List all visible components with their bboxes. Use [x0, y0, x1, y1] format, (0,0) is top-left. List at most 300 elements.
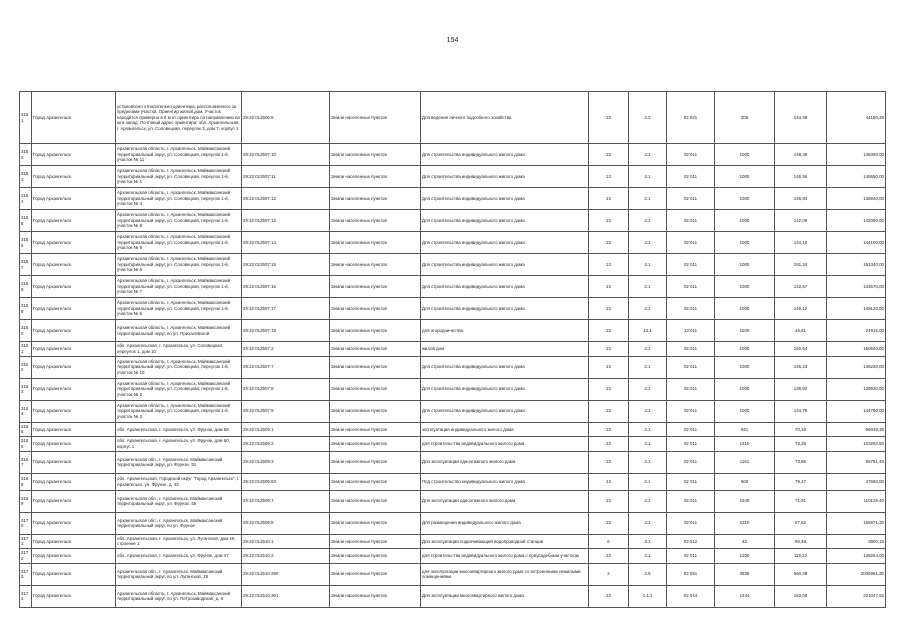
municipality-cell: Город Архангельск — [32, 232, 116, 254]
row-number: 3156 — [20, 232, 32, 254]
use-group-cell: 2.1 — [629, 232, 667, 254]
cadastral-number-cell: 29:22:012509:3 — [242, 451, 330, 473]
use-group-cell: 2.1 — [629, 356, 667, 378]
permitted-use-cell: Для строительства индивидуального жилого дома — [421, 232, 589, 254]
use-group-cell: 2.1.1 — [629, 585, 667, 607]
use-group-cell: 2.1 — [629, 451, 667, 473]
row-number: 3153 — [20, 166, 32, 188]
land-category-cell: Земли населенных пунктов — [330, 166, 421, 188]
area-cell: 1000 — [715, 210, 775, 232]
table-row — [20, 563, 886, 585]
land-category-cell: Земли населенных пунктов — [330, 490, 421, 512]
cadastral-number-cell: 29:22:012507:15 — [242, 254, 330, 276]
address-cell: установлено относительно ориентира, расположенного за пределами участка. Ориентир жилой дом. Участок находится примерно в 6 м от ориентира по направлению на юго-запад. Почтовый адрес ориентира: обл. Архангельская, г. Архангельск, ул. Соловецкая, переулок 3, дом 7, корпус 1 — [116, 92, 242, 144]
use-group-cell: 3.1 — [629, 534, 667, 549]
zone-code-cell: 13 — [589, 254, 629, 276]
cadastral-number-cell: 29:22:012507:18 — [242, 320, 330, 342]
municipality-cell: Город Архангельск — [32, 473, 116, 490]
permitted-use-cell: Для строительства индивидуального жилого дома — [421, 356, 589, 378]
zone-code-cell: 6 — [589, 534, 629, 549]
area-cell: 1540 — [715, 490, 775, 512]
land-category-cell: Земли населенных пунктов — [330, 276, 421, 298]
zone-code-cell: 13 — [589, 549, 629, 564]
specific-value-cell: 115,22 — [775, 549, 827, 564]
address-cell: Архангельская область, г. Архангельск, Маймаксанский территориальный округ, ул. Соловецкая, переулок 1-й, участок № 10 — [116, 356, 242, 378]
cadastral-number-cell: 29:22:012507:17 — [242, 298, 330, 320]
cadastral-value-cell: 144100,00 — [827, 232, 886, 254]
row-number: 3173 — [20, 563, 32, 585]
permitted-use-cell: Для строительства индивидуального жилого дома — [421, 166, 589, 188]
land-category-cell: Земли населенных пунктов — [330, 342, 421, 357]
zone-code-cell: 13 — [589, 92, 629, 144]
area-cell: 306 — [715, 92, 775, 144]
cadastral-value-cell: 146230,00 — [827, 356, 886, 378]
municipality-cell: Город Архангельск — [32, 563, 116, 585]
municipality-cell: Город Архангельск — [32, 254, 116, 276]
municipality-cell: Город Архангельск — [32, 378, 116, 400]
table-row — [20, 166, 886, 188]
use-group-cell: 2.1 — [629, 276, 667, 298]
land-category-cell: Земли населенных пунктов — [330, 188, 421, 210]
address-cell: Архангельская область, г. Архангельск, Маймаксанский территориальный округ, ул. Соловецкая, переулок 1-й, участок № 9 — [116, 232, 242, 254]
use-group-cell: 2.1 — [629, 254, 667, 276]
specific-value-cell: 148,35 — [775, 144, 827, 166]
area-cell: 1000 — [715, 298, 775, 320]
municipality-cell: Город Архангельск — [32, 400, 116, 422]
address-cell: Архангельская область, г. Архангельск, Маймаксанский территориальный округ, ул. Соловецкая, переулок 1-й, участок № 3 — [116, 400, 242, 422]
row-number: 3162 — [20, 356, 32, 378]
municipality-cell: Город Архангельск — [32, 490, 116, 512]
municipality-cell: Город Архангельск — [32, 549, 116, 564]
use-kod-cell: 02 011 — [667, 342, 715, 357]
use-group-cell: 2.1 — [629, 400, 667, 422]
use-group-cell: 2.1 — [629, 378, 667, 400]
use-group-cell: 2.2 — [629, 92, 667, 144]
cadastral-number-cell: 29:22:012510:1 — [242, 534, 330, 549]
specific-value-cell: 144,10 — [775, 232, 827, 254]
permitted-use-cell: для строительства индивидуального жилого дома с приусадебным участком — [421, 549, 589, 564]
specific-value-cell: 146,23 — [775, 356, 827, 378]
municipality-cell: Город Архангельск — [32, 512, 116, 534]
zone-code-cell: 13 — [589, 320, 629, 342]
table-row — [20, 585, 886, 607]
permitted-use-cell: жилой дом — [421, 342, 589, 357]
zone-code-cell: 13 — [589, 451, 629, 473]
municipality-cell: Город Архангельск — [32, 451, 116, 473]
cadastral-number-cell: 29:22:012509:7 — [242, 490, 330, 512]
specific-value-cell: 144,38 — [775, 92, 827, 144]
specific-value-cell: 16,61 — [775, 320, 827, 342]
land-category-cell: Земли населенных пунктов — [330, 437, 421, 452]
area-cell: 1000 — [715, 232, 775, 254]
table-row — [20, 473, 886, 490]
specific-value-cell: 150,64 — [775, 342, 827, 357]
use-kod-cell: 02 011 — [667, 378, 715, 400]
cadastral-number-cell: 29:22:012509:1 — [242, 422, 330, 437]
use-group-cell: 2.1 — [629, 512, 667, 534]
cadastral-value-cell: 47682,00 — [827, 473, 886, 490]
table-row — [20, 400, 886, 422]
specific-value-cell: 560,38 — [775, 563, 827, 585]
land-category-cell: Земли населенных пунктов — [330, 563, 421, 585]
use-kod-cell: 02 011 — [667, 210, 715, 232]
cadastral-value-cell: 24915,00 — [827, 320, 886, 342]
municipality-cell: Город Архангельск — [32, 585, 116, 607]
table-row — [20, 422, 886, 437]
zone-code-cell: 13 — [589, 166, 629, 188]
use-group-cell: 2.1 — [629, 437, 667, 452]
cadastral-number-cell: 29:22:012507:7 — [242, 356, 330, 378]
zone-code-cell: 13 — [589, 276, 629, 298]
permitted-use-cell: Для строительства индивидуального жилого дома — [421, 298, 589, 320]
cadastral-value-cell: 110125,40 — [827, 490, 886, 512]
municipality-cell: Город Архангельск — [32, 320, 116, 342]
specific-value-cell: 71,51 — [775, 490, 827, 512]
address-cell: Архангельская область, г. Архангельск, Маймаксанский территориальный округ, ул. Соловецкая, переулок 1-й, участок № 8 — [116, 210, 242, 232]
land-category-cell: Земли населенных пунктов — [330, 451, 421, 473]
table-row — [20, 254, 886, 276]
address-cell: обл. Архангельская, г. Архангельск, ул. Фрунзе, дом 47 — [116, 549, 242, 564]
area-cell: 1000 — [715, 378, 775, 400]
permitted-use-cell: для эксплуатации многоквартирного жилого дома со встроенными нежилыми помещениями — [421, 563, 589, 585]
area-cell: 1200 — [715, 549, 775, 564]
cadastral-value-cell: 85751,46 — [827, 451, 886, 473]
table-row — [20, 342, 886, 357]
zone-code-cell: 13 — [589, 473, 629, 490]
permitted-use-cell: Для строительства индивидуального жилого дома — [421, 210, 589, 232]
area-cell: 941 — [715, 422, 775, 437]
address-cell: Архангельская область, г. Архангельск, Маймаксанский территориальный округ, ул. Соловецкая, переулок 1-й, участок № 4 — [116, 188, 242, 210]
permitted-use-cell: для огородничества — [421, 320, 589, 342]
use-kod-cell: 02 021 — [667, 92, 715, 144]
land-category-cell: Земли населенных пунктов — [330, 232, 421, 254]
cadastral-number-cell: 29:22:012507:13 — [242, 210, 330, 232]
permitted-use-cell: Для размещения индивидуального жилого дома — [421, 512, 589, 534]
use-kod-cell: 03 012 — [667, 534, 715, 549]
table-row — [20, 356, 886, 378]
area-cell: 1000 — [715, 342, 775, 357]
land-category-cell: Земли населенных пунктов — [330, 422, 421, 437]
permitted-use-cell: Для строительства индивидуального жилого дома — [421, 378, 589, 400]
use-kod-cell: 02 011 — [667, 144, 715, 166]
use-kod-cell: 02 011 — [667, 451, 715, 473]
use-kod-cell: 02 011 — [667, 356, 715, 378]
zone-code-cell: 13 — [589, 210, 629, 232]
row-number: 3168 — [20, 473, 32, 490]
row-number: 3155 — [20, 210, 32, 232]
use-group-cell: 2.1 — [629, 144, 667, 166]
use-group-cell: 2.1 — [629, 473, 667, 490]
area-cell: 1161 — [715, 451, 775, 473]
municipality-cell: Город Архангельск — [32, 298, 116, 320]
permitted-use-cell: Для строительства индивидуального жилого дома — [421, 144, 589, 166]
use-kod-cell: 02 011 — [667, 166, 715, 188]
land-registry-table — [19, 91, 886, 608]
area-cell: 3635 — [715, 563, 775, 585]
cadastral-value-cell: 142090,00 — [827, 210, 886, 232]
use-group-cell: 2.1 — [629, 166, 667, 188]
use-group-cell: 2.1 — [629, 422, 667, 437]
municipality-cell: Город Архангельск — [32, 356, 116, 378]
municipality-cell: Город Архангельск — [32, 437, 116, 452]
address-cell: обл. Архангельская, г. Архангельск, ул. Фрунзе, дом 58 — [116, 422, 242, 437]
cadastral-number-cell: 29:22:012510:301 — [242, 585, 330, 607]
row-number: 3166 — [20, 437, 32, 452]
area-cell: 1000 — [715, 254, 775, 276]
specific-value-cell: 67,52 — [775, 512, 827, 534]
municipality-cell: Город Архангельск — [32, 166, 116, 188]
specific-value-cell: 153,08 — [775, 585, 827, 607]
cadastral-value-cell: 138264,00 — [827, 549, 886, 564]
permitted-use-cell: Под строительство индивидуального жилого дома — [421, 473, 589, 490]
land-category-cell: Земли населенных пунктов — [330, 298, 421, 320]
cadastral-value-cell: 139930,00 — [827, 378, 886, 400]
address-cell: Архангельская область, г. Архангельск, Маймаксанский территориальный округ, ул. Соловецкая, переулок 1-й, участок № 5 — [116, 298, 242, 320]
address-cell: Архангельская обл., г. Архангельск, Маймаксанский территориальный округ, ул. Фрунзе, 55 — [116, 490, 242, 512]
use-kod-cell: 02 014 — [667, 585, 715, 607]
area-cell: 1000 — [715, 144, 775, 166]
cadastral-value-cell: 149120,00 — [827, 298, 886, 320]
table-row — [20, 232, 886, 254]
cadastral-number-cell: 29:22:012507:9 — [242, 400, 330, 422]
cadastral-number-cell: 29:22:012510:290 — [242, 563, 330, 585]
table-row — [20, 188, 886, 210]
specific-value-cell: 146,55 — [775, 166, 827, 188]
area-cell: 1500 — [715, 320, 775, 342]
zone-code-cell: 13 — [589, 490, 629, 512]
permitted-use-cell: Для эксплуатации подкачивающей водопроводной станции — [421, 534, 589, 549]
cadastral-number-cell: 29:22:012507:11 — [242, 166, 330, 188]
row-number: 3171 — [20, 534, 32, 549]
address-cell: Архангельская область, г. Архангельск, Маймаксанский территориальный округ, ул. Соловецкая, переулок 1-й, участок № 1 — [116, 166, 242, 188]
table-row — [20, 437, 886, 452]
use-group-cell: 2.1 — [629, 188, 667, 210]
area-cell: 600 — [715, 473, 775, 490]
table-row — [20, 144, 886, 166]
permitted-use-cell: эксплуатация индивидуального жилого дома — [421, 422, 589, 437]
land-category-cell: Земли населенных пунктов — [330, 400, 421, 422]
cadastral-number-cell: 29:22:012507:8 — [242, 378, 330, 400]
specific-value-cell: 70,18 — [775, 422, 827, 437]
cadastral-value-cell: 144790,00 — [827, 400, 886, 422]
row-number: 3169 — [20, 490, 32, 512]
land-category-cell: Земли населенных пунктов — [330, 144, 421, 166]
municipality-cell: Город Архангельск — [32, 534, 116, 549]
zone-code-cell: 13 — [589, 342, 629, 357]
specific-value-cell: 142,67 — [775, 276, 827, 298]
cadastral-number-cell: 29:22:012509:8 — [242, 512, 330, 534]
use-group-cell: 2.5 — [629, 563, 667, 585]
land-category-cell: Земли населенных пунктов — [330, 92, 421, 144]
table-row — [20, 490, 886, 512]
use-group-cell: 2.1 — [629, 298, 667, 320]
cadastral-value-cell: 142670,00 — [827, 276, 886, 298]
permitted-use-cell: Для строительства индивидуального жилого дома — [421, 254, 589, 276]
cadastral-number-cell: 29:22:012509:63 — [242, 473, 330, 490]
table-row — [20, 210, 886, 232]
land-category-cell: Земли населенных пунктов — [330, 512, 421, 534]
cadastral-value-cell: 150640,00 — [827, 342, 886, 357]
land-category-cell: Земли населенных пунктов — [330, 534, 421, 549]
cadastral-value-cell: 2036981,30 — [827, 563, 886, 585]
municipality-cell: Город Архангельск — [32, 92, 116, 144]
zone-code-cell: 13 — [589, 422, 629, 437]
use-group-cell: 2.1 — [629, 210, 667, 232]
specific-value-cell: 90,48 — [775, 534, 827, 549]
row-number: 3174 — [20, 585, 32, 607]
land-category-cell: Земли населенных пунктов — [330, 378, 421, 400]
cadastral-number-cell: 29:22:012506:8 — [242, 92, 330, 144]
permitted-use-cell: Для эксплуатации одноэтажного жилого дома — [421, 451, 589, 473]
address-cell: Архангельская область, г. Архангельск, Маймаксанский территориальный округ, ул. Соловецкая, переулок 1-й, участок № 7 — [116, 276, 242, 298]
land-category-cell: Земли населенных пунктов — [330, 210, 421, 232]
row-number: 3164 — [20, 400, 32, 422]
zone-code-cell: 13 — [589, 585, 629, 607]
address-cell: Архангельская область, г. Архангельск, Маймаксанский территориальный округ, по ул. Петрозаводская, д. 6 — [116, 585, 242, 607]
address-cell: Архангельская область, г. Архангельск, Маймаксанский территориальный округ, ул. Соловецкая, переулок 1-й, участок № 11 — [116, 144, 242, 166]
zone-code-cell: 13 — [589, 437, 629, 452]
use-kod-cell: 02 011 — [667, 422, 715, 437]
use-kod-cell: 02 051 — [667, 563, 715, 585]
table-row — [20, 451, 886, 473]
table-row — [20, 276, 886, 298]
land-category-cell: Земли населенных пунктов — [330, 254, 421, 276]
address-cell: обл. Архангельская, Городской округ "Город Архангельск", г. Архангельск, ул. Фрунзе, д. 43 — [116, 473, 242, 490]
cadastral-value-cell: 3800,16 — [827, 534, 886, 549]
cadastral-value-cell: 155971,20 — [827, 512, 886, 534]
specific-value-cell: 73,25 — [775, 437, 827, 452]
land-category-cell: Земли населенных пунктов — [330, 585, 421, 607]
cadastral-value-cell: 103282,50 — [827, 437, 886, 452]
area-cell: 1444 — [715, 585, 775, 607]
municipality-cell: Город Архангельск — [32, 210, 116, 232]
table-row — [20, 298, 886, 320]
use-kod-cell: 13 011 — [667, 320, 715, 342]
area-cell: 1000 — [715, 188, 775, 210]
specific-value-cell: 142,09 — [775, 210, 827, 232]
zone-code-cell: 13 — [589, 144, 629, 166]
cadastral-number-cell: 29:22:012507:10 — [242, 144, 330, 166]
zone-code-cell: 13 — [589, 378, 629, 400]
use-kod-cell: 02 011 — [667, 232, 715, 254]
use-kod-cell: 02 011 — [667, 437, 715, 452]
row-number: 3152 — [20, 144, 32, 166]
zone-code-cell: 13 — [589, 298, 629, 320]
row-number: 3172 — [20, 549, 32, 564]
cadastral-value-cell: 148350,00 — [827, 144, 886, 166]
row-number: 3161 — [20, 342, 32, 357]
use-kod-cell: 02 011 — [667, 549, 715, 564]
cadastral-value-cell: 146550,00 — [827, 166, 886, 188]
address-cell: Архангельская область, г. Архангельск, Маймаксанский территориальный округ, ул. Соловецкая, переулок 1-й, участок № 2 — [116, 378, 242, 400]
municipality-cell: Город Архангельск — [32, 422, 116, 437]
zone-code-cell: 13 — [589, 188, 629, 210]
area-cell: 42 — [715, 534, 775, 549]
land-category-cell: Земли населенных пунктов — [330, 356, 421, 378]
area-cell: 2310 — [715, 512, 775, 534]
use-group-cell: 2.1 — [629, 549, 667, 564]
use-kod-cell: 02 011 — [667, 400, 715, 422]
address-cell: обл. Архангельская, г. Архангельск, ул. Фрунзе, дом 60, корпус 1 — [116, 437, 242, 452]
cadastral-value-cell: 151340,00 — [827, 254, 886, 276]
permitted-use-cell: Для эксплуатации одноэтажного жилого дома — [421, 490, 589, 512]
use-kod-cell: 02 011 — [667, 254, 715, 276]
land-category-cell: Земли населенных пунктов — [330, 320, 421, 342]
zone-code-cell: 13 — [589, 400, 629, 422]
permitted-use-cell: Для строительства индивидуального жилого дома — [421, 188, 589, 210]
area-cell: 1000 — [715, 166, 775, 188]
use-kod-cell: 02 011 — [667, 188, 715, 210]
address-cell: обл. Архангельская, г. Архангельск, ул. Луганская, дом 18, строение 1 — [116, 534, 242, 549]
use-group-cell: 2.1 — [629, 342, 667, 357]
row-number: 3151 — [20, 92, 32, 144]
row-number: 3165 — [20, 422, 32, 437]
row-number: 3163 — [20, 378, 32, 400]
table-row — [20, 512, 886, 534]
cadastral-value-cell: 66039,38 — [827, 422, 886, 437]
zone-code-cell: 13 — [589, 512, 629, 534]
cadastral-number-cell: 29:22:012509:2 — [242, 437, 330, 452]
address-cell: Архангельская область, г. Архангельск, Маймаксанский территориальный округ, по ул. Прихалевской — [116, 320, 242, 342]
use-group-cell: 13.1 — [629, 320, 667, 342]
municipality-cell: Город Архангельск — [32, 276, 116, 298]
row-number: 3157 — [20, 254, 32, 276]
permitted-use-cell: Для строительства индивидуального жилого дома — [421, 400, 589, 422]
area-cell: 1000 — [715, 356, 775, 378]
address-cell: Архангельская обл., г. Архангельск, Маймаксанский территориальный округ, ул. Фрунзе, 51 — [116, 451, 242, 473]
specific-value-cell: 146,94 — [775, 188, 827, 210]
specific-value-cell: 139,93 — [775, 378, 827, 400]
permitted-use-cell: для строительства индивидуального жилого дома — [421, 437, 589, 452]
specific-value-cell: 73,86 — [775, 451, 827, 473]
use-kod-cell: 02 011 — [667, 276, 715, 298]
row-number: 3158 — [20, 276, 32, 298]
row-number: 3154 — [20, 188, 32, 210]
cadastral-number-cell: 29:22:012507:16 — [242, 276, 330, 298]
cadastral-value-cell: 221047,52 — [827, 585, 886, 607]
table-row — [20, 320, 886, 342]
cadastral-number-cell: 29:22:012510:2 — [242, 549, 330, 564]
zone-code-cell: 13 — [589, 232, 629, 254]
specific-value-cell: 79,47 — [775, 473, 827, 490]
address-cell: Архангельская обл., г. Архангельск, Маймаксанский территориальный округ, по ул. Луганской, 18 — [116, 563, 242, 585]
cadastral-number-cell: 29:22:012507:12 — [242, 188, 330, 210]
permitted-use-cell: Для эксплуатации многоквартирного жилого дома — [421, 585, 589, 607]
land-category-cell: Земли населенных пунктов — [330, 549, 421, 564]
cadastral-number-cell: 29:22:012507:14 — [242, 232, 330, 254]
specific-value-cell: 149,12 — [775, 298, 827, 320]
table-row — [20, 378, 886, 400]
address-cell: обл. Архангельская, г. Архангельск, ул. Соловецкая, переулок 1, дом 10 — [116, 342, 242, 357]
municipality-cell: Город Архангельск — [32, 144, 116, 166]
permitted-use-cell: Для ведения личного подсобного хозяйства — [421, 92, 589, 144]
cadastral-value-cell: 44180,28 — [827, 92, 886, 144]
use-kod-cell: 02 011 — [667, 512, 715, 534]
table-row — [20, 92, 886, 144]
table-row — [20, 549, 886, 564]
municipality-cell: Город Архангельск — [32, 188, 116, 210]
municipality-cell: Город Архангельск — [32, 342, 116, 357]
permitted-use-cell: Для строительства индивидуального жилого дома — [421, 276, 589, 298]
zone-code-cell: 2 — [589, 563, 629, 585]
table-row — [20, 534, 886, 549]
address-cell: Архангельская область, г. Архангельск, Маймаксанский территориальный округ, ул. Соловецкая, переулок 1-й, участок № 6 — [116, 254, 242, 276]
row-number: 3167 — [20, 451, 32, 473]
row-number: 3160 — [20, 320, 32, 342]
use-kod-cell: 02 011 — [667, 490, 715, 512]
cadastral-number-cell: 29:22:012507:2 — [242, 342, 330, 357]
use-group-cell: 2.1 — [629, 490, 667, 512]
